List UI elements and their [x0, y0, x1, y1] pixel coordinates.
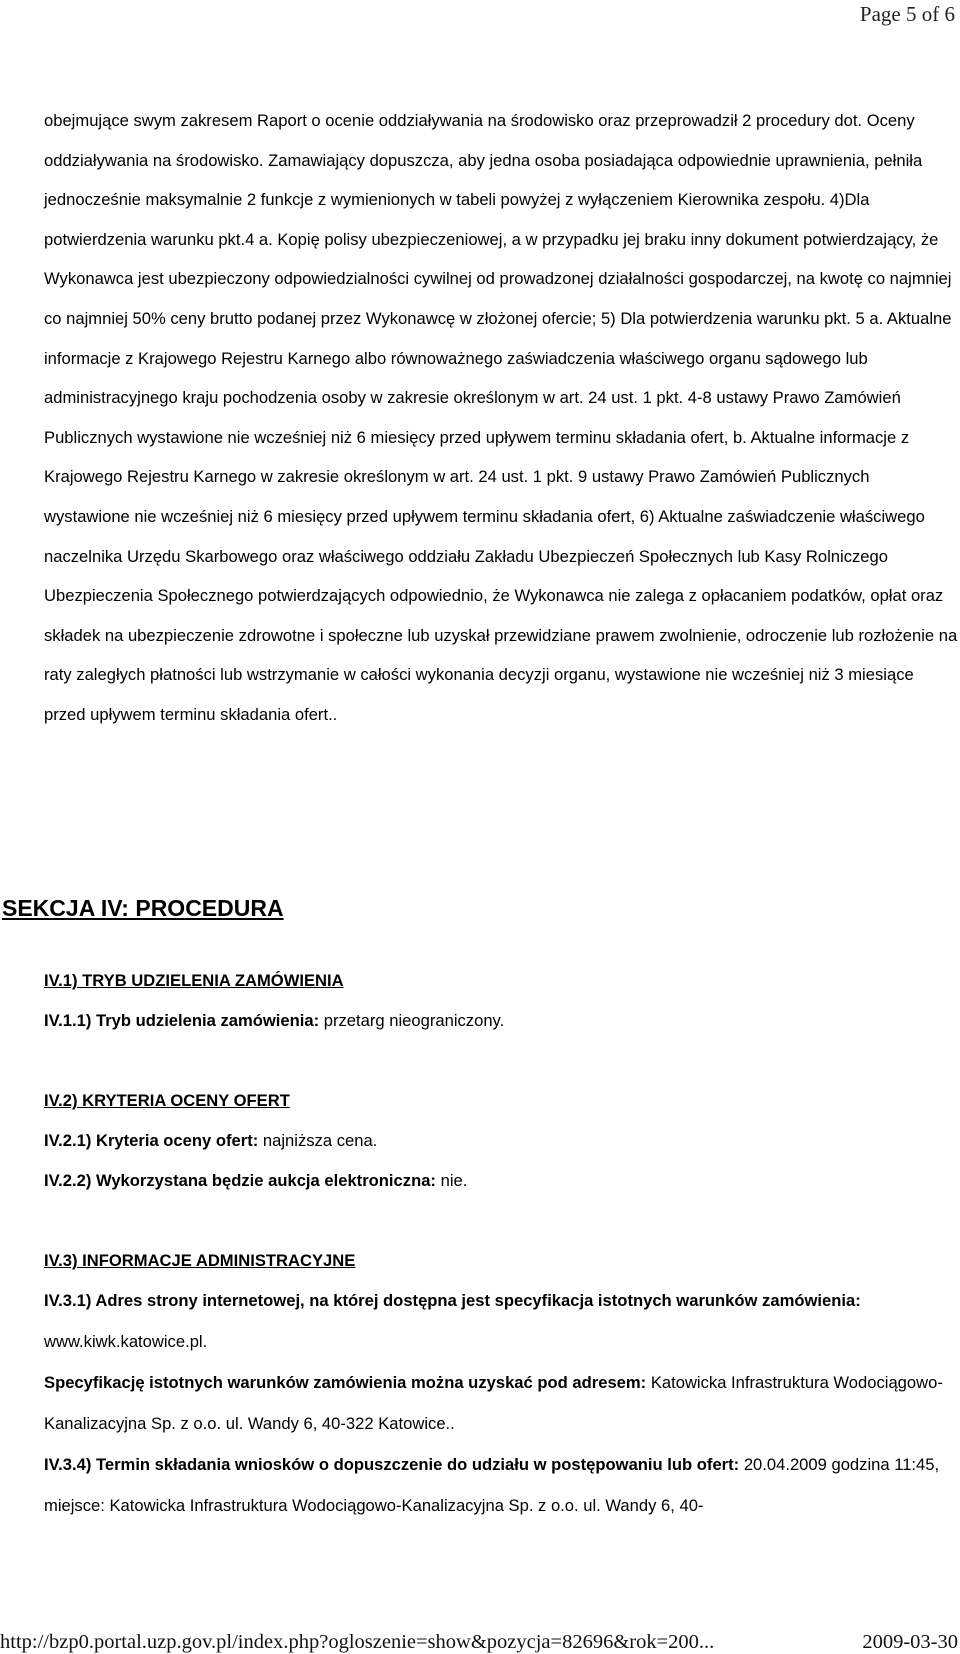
iv3-item4-label: IV.3.4) Termin składania wniosków o dopuszczenie do udziału w postępowaniu lub ofert: — [44, 1455, 740, 1474]
iv1-item1 — [44, 1010, 958, 1032]
iv3-item4 — [44, 1444, 958, 1526]
body-text — [44, 101, 958, 735]
footer-url[interactable]: http://bzp0.portal.uzp.gov.pl/index.php?ogloszenie=show&pozycja=82696&rok=200... — [0, 1631, 715, 1653]
section-iv2 — [44, 1090, 958, 1192]
footer-date: 2009-03-30 — [862, 1631, 958, 1653]
iv1-item1-value: przetarg nieograniczony. — [323, 1011, 505, 1030]
iv2-item2-value: nie. — [440, 1171, 468, 1190]
iv2-item2 — [44, 1170, 958, 1192]
section-title: SEKCJA IV: PROCEDURA — [2, 895, 284, 921]
iv3-item1-value: www.kiwk.katowice.pl. — [44, 1332, 208, 1351]
page-number: Page 5 of 6 — [859, 2, 955, 26]
iv1-item1-label: IV.1.1) Tryb udzielenia zamówienia: — [44, 1011, 320, 1030]
body-paragraph: obejmujące swym zakresem Raport o ocenie oddziaływania na środowisko oraz przeprowadził 2 procedury dot. Oceny oddziaływania na środowisko. Zamawiający dopuszcza, aby jedna osoba posiadająca odpowiednie uprawnienia, pełniła jednocześnie maksymalnie 2 funkcje z wymienionych w tabeli powyżej z wyłączeniem Kierownika zespołu. 4)Dla potwierdzenia warunku pkt.4 a. Kopię polisy ubezpieczeniowej, a w przypadku jej braku inny dokument potwierdzający, że Wykonawca jest ubezpieczony odpowiedzialności cywilnej od prowadzonej działalności gospodarczej, na kwotę co najmniej co najmniej 50% ceny brutto podanej przez Wykonawcę w złożonej ofercie; 5) Dla potwierdzenia warunku pkt. 5 a. Aktualne informacje z Krajowego Rejestru Karnego albo równoważnego zaświadczenia właściwego organu sądowego lub administracyjnego kraju pochodzenia osoby w zakresie określonym w art. 24 ust. 1 pkt. 4-8 ustawy Prawo Zamówień Publicznych wystawione nie wcześniej niż 6 miesięcy przed upływem terminu składania ofert, b. Aktualne informacje z Krajowego Rejestru Karnego w zakresie określonym w art. 24 ust. 1 pkt. 9 ustawy Prawo Zamówień Publicznych wystawione nie wcześniej niż 6 miesięcy przed upływem terminu składania ofert, 6) Aktualne zaświadczenie właściwego naczelnika Urzędu Skarbowego oraz właściwego oddziału Zakładu Ubezpieczeń Społecznych lub Kasy Rolniczego Ubezpieczenia Społecznego potwierdzających odpowiednio, że Wykonawca nie zalega z opłacaniem podatków, opłat oraz składek na ubezpieczenie zdrowotne i społeczne lub uzyskał przewidziane prawem zwolnienie, odroczenie lub rozłożenie na raty zaległych płatności lub wstrzymanie w całości wykonania decyzji organu, wystawione nie wcześniej niż 3 miesiące przed upływem terminu składania ofert.. — [44, 111, 958, 724]
iv2-item2-label: IV.2.2) Wykorzystana będzie aukcja elektroniczna: — [44, 1171, 436, 1190]
iv2-item1-label: IV.2.1) Kryteria oceny ofert: — [44, 1131, 259, 1150]
iv3-spec-label: Specyfikację istotnych warunków zamówienia można uzyskać pod adresem: — [44, 1373, 647, 1392]
iv3-spec — [44, 1362, 958, 1444]
iv2-header: IV.2) KRYTERIA OCENY OFERT — [44, 1091, 290, 1110]
iv1-header: IV.1) TRYB UDZIELENIA ZAMÓWIENIA — [44, 971, 344, 990]
section-iv1 — [44, 970, 958, 1032]
iv3-item1 — [44, 1280, 958, 1362]
iv2-item1-value: najniższa cena. — [262, 1131, 378, 1150]
section-iv3 — [44, 1250, 958, 1526]
iv3-spec-value: Katowicka Infrastruktura Wodociągowo-Kanalizacyjna Sp. z o.o. ul. Wandy 6, 40-322 Katowice.. — [44, 1373, 943, 1433]
iv3-item4-value: 20.04.2009 godzina 11:45, miejsce: Katowicka Infrastruktura Wodociągowo-Kanalizacyjna Sp. z o.o. ul. Wandy 6, 40- — [44, 1455, 940, 1515]
iv3-item1-label: IV.3.1) Adres strony internetowej, na której dostępna jest specyfikacja istotnych warunków zamówienia: — [44, 1291, 861, 1310]
iv2-item1 — [44, 1130, 958, 1152]
iv3-header: IV.3) INFORMACJE ADMINISTRACYJNE — [44, 1251, 356, 1270]
